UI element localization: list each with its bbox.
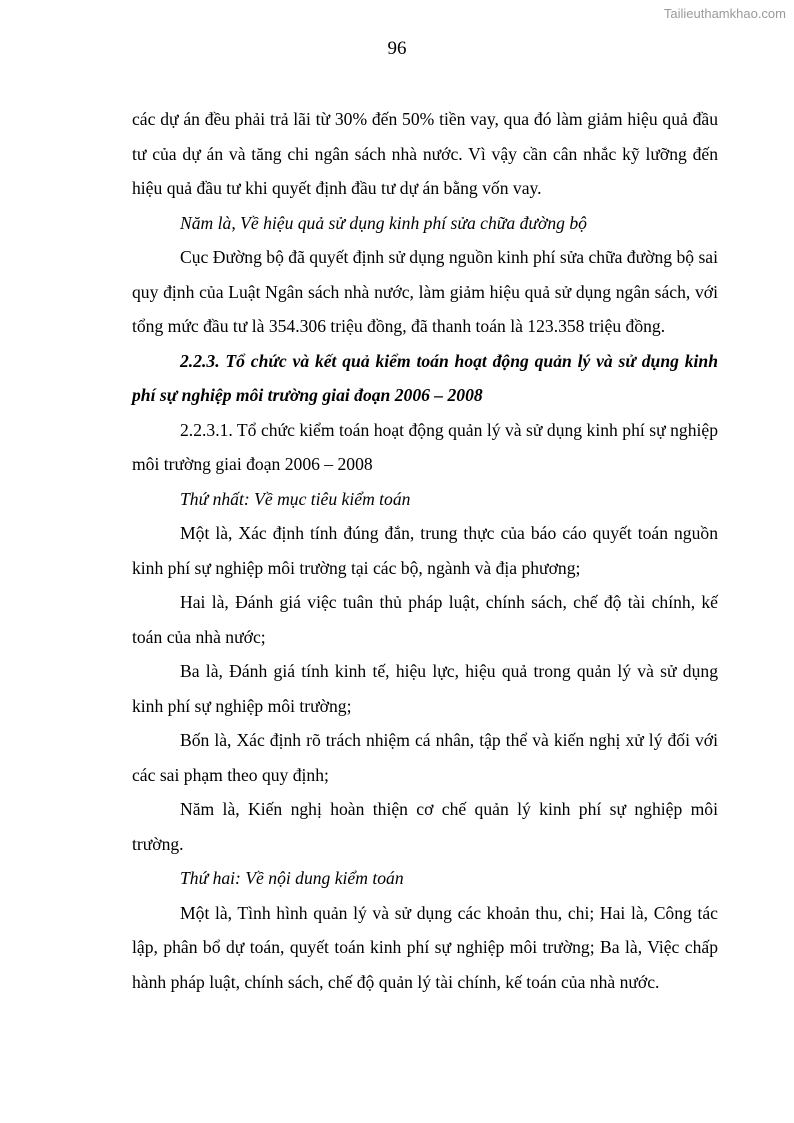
watermark: Tailieuthamkhao.com xyxy=(663,6,786,21)
paragraph: Một là, Tình hình quản lý và sử dụng các khoản thu, chi; Hai là, Công tác lập, phân bổ dự toán, quyết toán kinh phí sự nghiệp môi trường; Ba là, Việc chấp hành pháp luật, chính sách, chế độ quản lý tài chính, kế toán của nhà nước. xyxy=(132,902,718,992)
document-body xyxy=(132,102,718,999)
paragraph: Hai là, Đánh giá việc tuân thủ pháp luật, chính sách, chế độ tài chính, kế toán của nhà nước; xyxy=(132,592,718,647)
subheading: Năm là, Về hiệu quả sử dụng kinh phí sửa chữa đường bộ xyxy=(180,212,587,233)
paragraph: Một là, Xác định tính đúng đắn, trung thực của báo cáo quyết toán nguồn kinh phí sự nghiệp môi trường tại các bộ, ngành và địa phương; xyxy=(132,523,718,578)
paragraph: Bốn là, Xác định rõ trách nhiệm cá nhân, tập thể và kiến nghị xử lý đối với các sai phạm theo quy định; xyxy=(132,730,718,785)
paragraph: các dự án đều phải trả lãi từ 30% đến 50% tiền vay, qua đó làm giảm hiệu quả đầu tư của dự án và tăng chi ngân sách nhà nước. Vì vậy cần cân nhắc kỹ lưỡng đến hiệu quả đầu tư khi quyết định đầu tư dự án bằng vốn vay. xyxy=(132,109,718,198)
page-number: 96 xyxy=(387,38,407,59)
subheading: Thứ hai: Về nội dung kiểm toán xyxy=(180,868,404,888)
paragraph: Ba là, Đánh giá tính kinh tế, hiệu lực, hiệu quả trong quản lý và sử dụng kinh phí sự nghiệp môi trường; xyxy=(132,661,718,716)
subsection-heading: 2.2.3.1. Tổ chức kiểm toán hoạt động quản lý và sử dụng kinh phí sự nghiệp môi trường giai đoạn 2006 – 2008 xyxy=(132,419,718,474)
paragraph: Năm là, Kiến nghị hoàn thiện cơ chế quản lý kinh phí sự nghiệp môi trường. xyxy=(132,799,718,854)
subheading: Thứ nhất: Về mục tiêu kiểm toán xyxy=(180,488,411,509)
section-heading: 2.2.3. Tổ chức và kết quả kiểm toán hoạt động quản lý và sử dụng kinh phí sự nghiệp môi trường giai đoạn 2006 – 2008 xyxy=(132,350,718,405)
paragraph: Cục Đường bộ đã quyết định sử dụng nguồn kinh phí sửa chữa đường bộ sai quy định của Luật Ngân sách nhà nước, làm giảm hiệu quả sử dụng ngân sách, với tổng mức đầu tư là 354.306 triệu đồng, đã thanh toán là 123.358 triệu đồng. xyxy=(132,247,718,336)
